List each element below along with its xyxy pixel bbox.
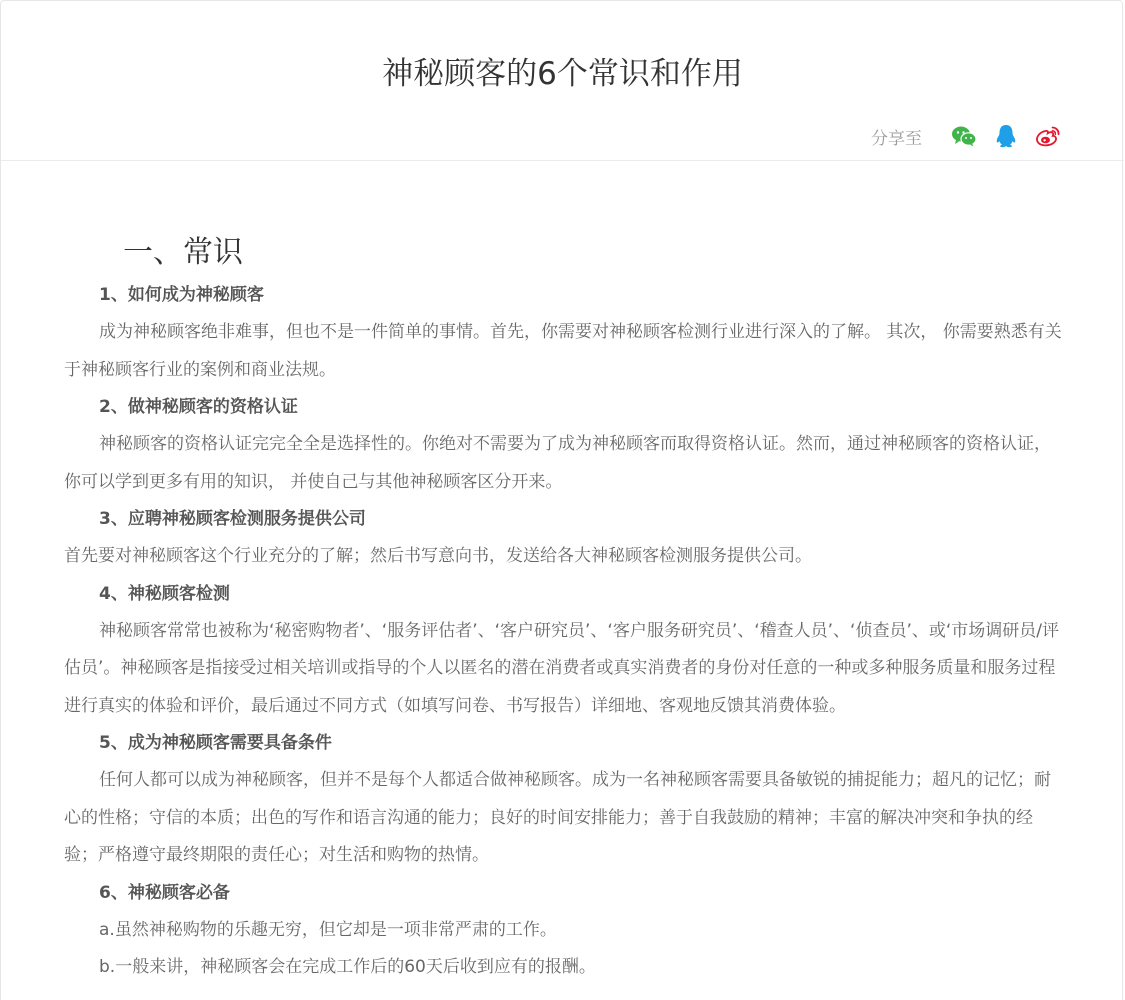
section-heading: 一、常识	[123, 235, 243, 270]
item-paragraph-6a: a.虽然神秘购物的乐趣无穷，但它却是一项非常严肃的工作。	[99, 919, 557, 940]
share-bar	[871, 121, 1062, 151]
article-title: 神秘顾客的6个常识和作用	[382, 56, 743, 92]
item-paragraph-3: 首先要对神秘顾客这个行业充分的了解；然后书写意向书，发送给各大神秘顾客检测服务提供公司。	[64, 546, 812, 566]
item-paragraph-2: 神秘顾客的资格认证完完全全是选择性的。你绝对不需要为了成为神秘顾客而取得资格认证。然而，通过神秘顾客的资格认证，你可以学到更多有用的知识， 并使自己与其他神秘顾客区分开来。	[64, 434, 1051, 492]
item-heading-1: 1、如何成为神秘顾客	[99, 285, 264, 305]
item-paragraph-4: 神秘顾客常常也被称为‘秘密购物者’、‘服务评估者’、‘客户研究员’、‘客户服务研究员’、‘稽查人员’、‘侦查员’、或‘市场调研员/评估员’。神秘顾客是指接受过相关培训或指导的个人以匿名的潜在消费者或真实消费者的身份对任意的一种或多种服务质量和服务过程进行真实的体验和评价，最后通过不同方式（如填写问卷、书写报告）详细地、客观地反馈其消费体验。	[64, 620, 1059, 716]
wechat-icon[interactable]	[950, 122, 978, 150]
item-heading-2: 2、做神秘顾客的资格认证	[99, 397, 298, 417]
share-label: 分享至	[871, 128, 922, 149]
article-header	[1, 1, 1124, 161]
weibo-icon[interactable]	[1034, 122, 1062, 150]
item-paragraph-5: 任何人都可以成为神秘顾客，但并不是每个人都适合做神秘顾客。成为一名神秘顾客需要具备敏锐的捕捉能力；超凡的记忆；耐心的性格；守信的本质；出色的写作和语言沟通的能力；良好的时间安排能力；善于自我鼓励的精神；丰富的解决冲突和争执的经验；严格遵守最终期限的责任心；对生活和购物的热情。	[64, 770, 1051, 865]
item-heading-3: 3、应聘神秘顾客检测服务提供公司	[99, 509, 366, 529]
item-heading-6: 6、神秘顾客必备	[99, 882, 230, 903]
qq-icon[interactable]	[992, 122, 1020, 150]
item-heading-4: 4、神秘顾客检测	[99, 583, 230, 604]
item-paragraph-1: 成为神秘顾客绝非难事，但也不是一件简单的事情。首先，你需要对神秘顾客检测行业进行深入的了解。 其次， 你需要熟悉有关于神秘顾客行业的案例和商业法规。	[64, 322, 1062, 380]
article-body	[64, 229, 1064, 987]
item-paragraph-6b: b.一般来讲，神秘顾客会在完成工作后的60天后收到应有的报酬。	[99, 957, 596, 977]
item-heading-5: 5、成为神秘顾客需要具备条件	[99, 733, 332, 753]
